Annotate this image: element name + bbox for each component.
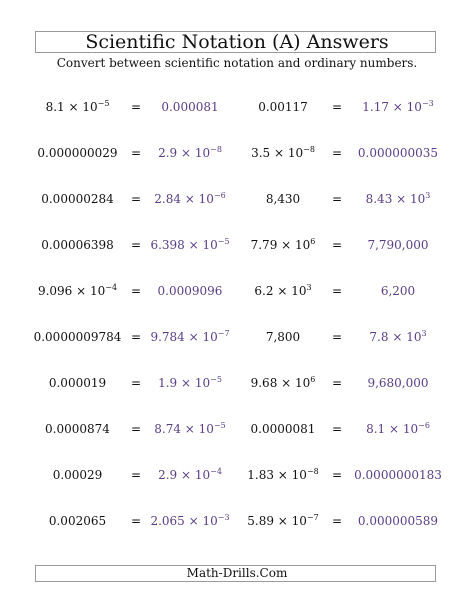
question-left: 0.00006398 <box>41 238 114 252</box>
answer-left: $2.065 \times 10^{-3}$ <box>150 513 230 528</box>
problem-row <box>0 498 474 544</box>
equals-sign: = <box>130 238 142 252</box>
question-left: 0.000000029 <box>37 146 118 160</box>
equals-sign: = <box>331 514 343 528</box>
question-left: $9.096 \times 10^{-4}$ <box>37 283 118 298</box>
problem-row <box>0 84 474 130</box>
question-left: 0.002065 <box>48 514 107 528</box>
equals-sign: = <box>130 330 142 344</box>
equals-sign: = <box>331 100 343 114</box>
answer-left: $9.784 \times 10^{-7}$ <box>150 329 230 344</box>
equals-sign: = <box>130 192 142 206</box>
page-title: Scientific Notation (A) Answers <box>85 31 389 53</box>
equals-sign: = <box>331 146 343 160</box>
answer-right: $1.17 \times 10^{-3}$ <box>362 99 434 114</box>
problem-row <box>0 406 474 452</box>
answer-right: 0.000000589 <box>357 514 439 528</box>
equals-sign: = <box>331 238 343 252</box>
instructions: Convert between scientific notation and ordinary numbers. <box>56 56 418 70</box>
problem-row <box>0 222 474 268</box>
answer-left: $2.9 \times 10^{-4}$ <box>158 467 222 482</box>
answer-right: 9,680,000 <box>367 376 429 390</box>
equals-sign: = <box>331 422 343 436</box>
equals-sign: = <box>130 514 142 528</box>
question-left: 0.00000284 <box>41 192 114 206</box>
answer-right: 7,790,000 <box>367 238 429 252</box>
answer-right: 6,200 <box>380 284 416 298</box>
question-right: 0.00117 <box>258 100 308 114</box>
equals-sign: = <box>130 376 142 390</box>
answer-left: 0.0009096 <box>157 284 223 298</box>
problem-row <box>0 452 474 498</box>
answer-left: $1.9 \times 10^{-5}$ <box>158 375 222 390</box>
answer-right: 0.0000000183 <box>354 468 442 482</box>
equals-sign: = <box>331 330 343 344</box>
problem-row <box>0 314 474 360</box>
answer-left: $6.398 \times 10^{-5}$ <box>150 237 230 252</box>
equals-sign: = <box>130 100 142 114</box>
question-left: 0.0000009784 <box>33 330 122 344</box>
problem-row <box>0 176 474 222</box>
equals-sign: = <box>130 284 142 298</box>
question-left: 0.0000874 <box>45 422 110 436</box>
answer-left: 0.000081 <box>161 100 219 114</box>
equals-sign: = <box>331 376 343 390</box>
footer-link[interactable]: Math-Drills.Com <box>186 566 288 580</box>
answer-right: $8.43 \times 10^3$ <box>365 191 431 206</box>
problem-row <box>0 268 474 314</box>
question-right: $3.5 \times 10^{-8}$ <box>251 145 315 160</box>
question-right: $5.89 \times 10^{-7}$ <box>247 513 319 528</box>
question-left: 0.00029 <box>52 468 103 482</box>
question-left: 0.000019 <box>48 376 107 390</box>
answer-left: $2.84 \times 10^{-6}$ <box>154 191 226 206</box>
equals-sign: = <box>130 422 142 436</box>
question-right: 0.0000081 <box>250 422 316 436</box>
question-left: $8.1 \times 10^{-5}$ <box>45 99 110 114</box>
answer-left: $8.74 \times 10^{-5}$ <box>154 421 226 436</box>
question-right: $7.79 \times 10^6$ <box>250 237 316 252</box>
question-right: $9.68 \times 10^6$ <box>250 375 316 390</box>
problem-row <box>0 130 474 176</box>
answer-right: 0.000000035 <box>357 146 439 160</box>
equals-sign: = <box>130 468 142 482</box>
question-right: 8,430 <box>265 192 301 206</box>
equals-sign: = <box>331 468 343 482</box>
question-right: 7,800 <box>265 330 301 344</box>
equals-sign: = <box>331 192 343 206</box>
problem-row <box>0 360 474 406</box>
equals-sign: = <box>331 284 343 298</box>
answer-right: $8.1 \times 10^{-6}$ <box>366 421 430 436</box>
question-right: $1.83 \times 10^{-8}$ <box>247 467 319 482</box>
question-right: $6.2 \times 10^3$ <box>254 283 312 298</box>
equals-sign: = <box>130 146 142 160</box>
answer-right: $7.8 \times 10^3$ <box>369 329 427 344</box>
answer-left: $2.9 \times 10^{-8}$ <box>158 145 222 160</box>
